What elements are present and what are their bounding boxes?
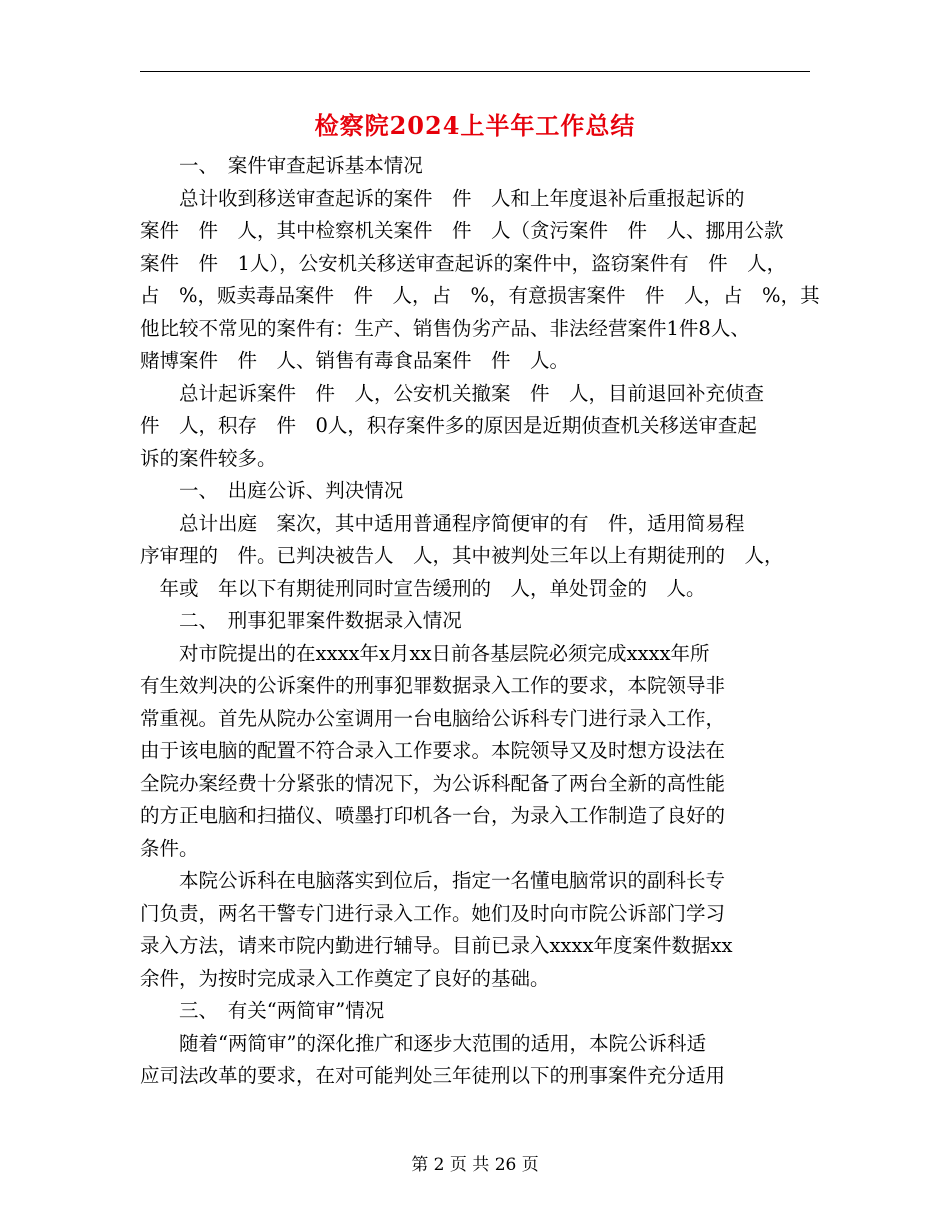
body-line: 二、 刑事犯罪案件数据录入情况 <box>140 609 462 632</box>
body-line: 录入方法，请来市院内勤进行辅导。目前已录入xxxx年度案件数据xx <box>140 934 733 957</box>
body-line: 诉的案件较多。 <box>140 446 277 470</box>
page-number: 第 2 页 共 26 页 <box>411 1155 539 1175</box>
body-line: 应司法改革的要求，在对可能判处三年徒刑以下的刑事案件充分适用 <box>140 1064 726 1087</box>
body-line: 随着“两简审”的深化推广和逐步大范围的适用，本院公诉科适 <box>140 1031 706 1055</box>
body-line: 件 人，积存 件 0人，积存案件多的原因是近期侦查机关移送审查起 <box>140 414 757 437</box>
body-line: 占 %，贩卖毒品案件 件 人，占 %，有意损害案件 件 人，占 %，其 <box>140 284 820 307</box>
body-line: 三、 有关“两简审”情况 <box>140 999 385 1022</box>
body-line: 余件，为按时完成录入工作奠定了良好的基础。 <box>140 966 550 990</box>
body-line: 的方正电脑和扫描仪、喷墨打印机各一台，为录入工作制造了良好的 <box>140 804 726 827</box>
body-line: 有生效判决的公诉案件的刑事犯罪数据录入工作的要求，本院领导非 <box>140 674 726 697</box>
body-line: 案件 件 人，其中检察机关案件 件 人（贪污案件 件 人、挪用公款 <box>140 219 784 242</box>
body-line: 门负责，两名干警专门进行录入工作。她们及时向市院公诉部门学习 <box>140 901 726 925</box>
body-line: 常重视。首先从院办公室调用一台电脑给公诉科专门进行录入工作， <box>140 706 726 730</box>
document-title: 检察院2024上半年工作总结 <box>314 111 636 140</box>
body-line: 年或 年以下有期徒刑同时宣告缓刑的 人，单处罚金的 人。 <box>140 576 706 600</box>
body-line: 由于该电脑的配置不符合录入工作要求。本院领导又及时想方设法在 <box>140 739 726 762</box>
body-line: 他比较不常见的案件有：生产、销售伪劣产品、非法经营案件1件8人、 <box>140 316 750 340</box>
body-line: 一、 案件审查起诉基本情况 <box>140 154 423 177</box>
body-line: 总计出庭 案次，其中适用普通程序简便审的有 件，适用简易程 <box>140 511 745 535</box>
body-line: 总计收到移送审查起诉的案件 件 人和上年度退补后重报起诉的 <box>140 186 745 210</box>
body-line: 对市院提出的在xxxx年x月xx日前各基层院必须完成xxxx年所 <box>140 641 710 665</box>
body-line: 一、 出庭公诉、判决情况 <box>140 479 404 502</box>
document-body <box>140 150 820 1093</box>
body-line: 案件 件 1人），公安机关移送审查起诉的案件中，盗窃案件有 件 人， <box>140 251 787 275</box>
body-line: 条件。 <box>140 836 199 860</box>
header-rule <box>140 71 810 72</box>
body-line: 本院公诉科在电脑落实到位后，指定一名懂电脑常识的副科长专 <box>140 869 726 892</box>
body-line: 全院办案经费十分紧张的情况下，为公诉科配备了两台全新的高性能 <box>140 771 726 795</box>
body-line: 赌博案件 件 人、销售有毒食品案件 件 人。 <box>140 349 570 372</box>
body-line: 总计起诉案件 件 人，公安机关撤案 件 人，目前退回补充侦查 <box>140 381 765 405</box>
body-line: 序审理的 件。已判决被告人 人，其中被判处三年以上有期徒刑的 人， <box>140 544 784 567</box>
